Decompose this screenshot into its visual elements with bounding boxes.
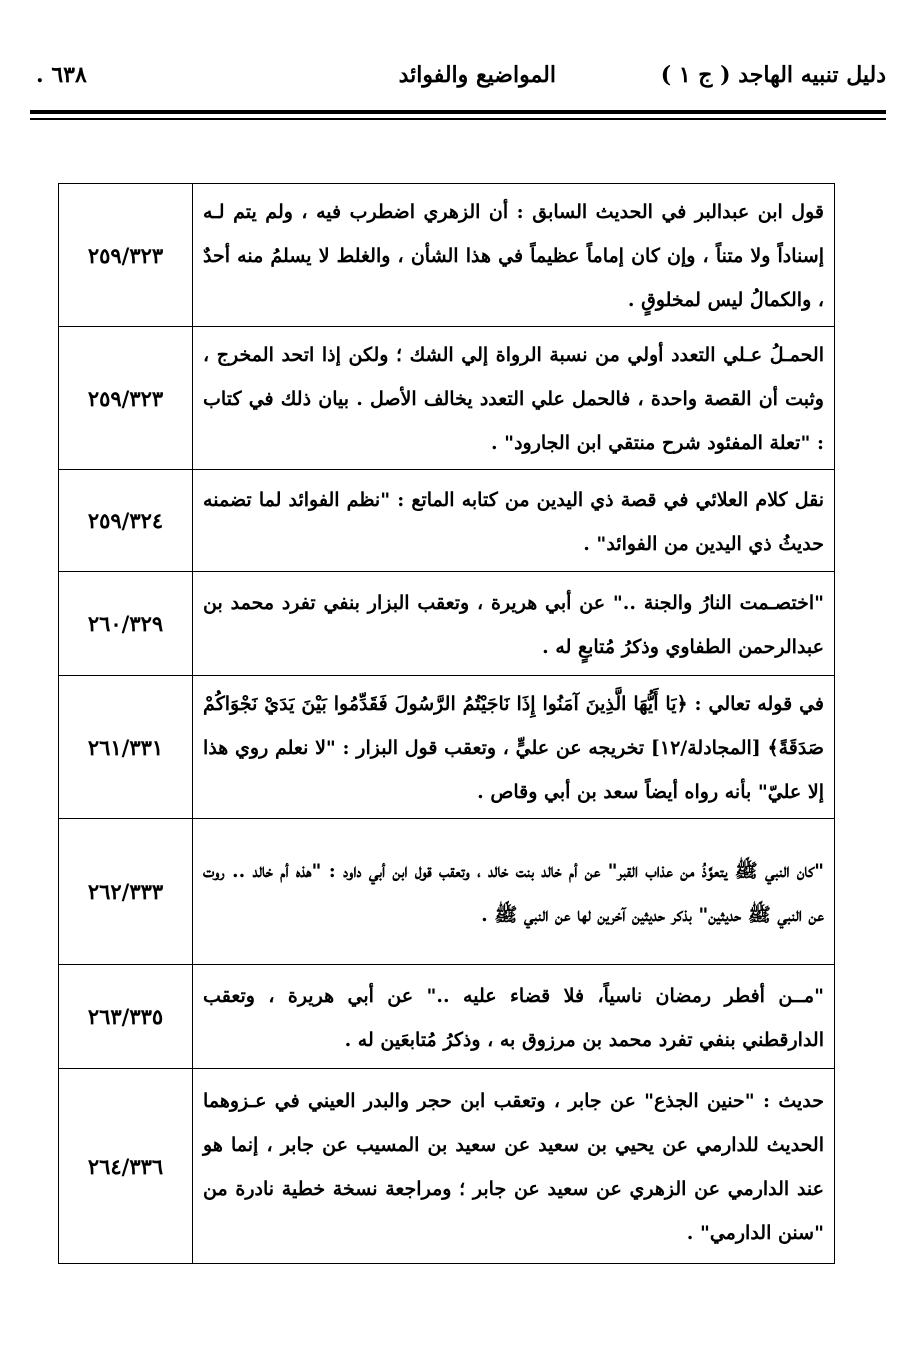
table-row: [59, 470, 835, 572]
table-row: [59, 965, 835, 1069]
table-row: [59, 572, 835, 676]
topic-text: نقل كلام العلائي في قصة ذي اليدين من كتابه الماتع : "نظم الفوائد لما تضمنه حديثُ ذي اليدين من الفوائد" .: [193, 470, 835, 572]
header-rule-thick: [30, 110, 886, 114]
book-title: دليل تنبيه الهاجد ( ج ١ ): [660, 62, 886, 88]
topic-reference: ٢٦١/٣٣١: [59, 676, 193, 819]
topic-text: قول ابن عبدالبر في الحديث السابق : أن الزهري اضطرب فيه ، ولم يتم لـه إسناداً ولا متناً ، وإن كان إماماً عظيماً في هذا الشأن ، والغلط لا يسلمُ منه أحدٌ ، والكمالُ ليس لمخلوقٍ .: [193, 184, 835, 327]
table-row: [59, 184, 835, 327]
table-row: [59, 327, 835, 470]
topics-table: [58, 183, 835, 1264]
table-row: [59, 1069, 835, 1264]
topic-text: "اختصـمت النارُ والجنة .." عن أبي هريرة ، وتعقب البزار بنفي تفرد محمد بن عبدالرحمن الطفاوي وذكرُ مُتابعٍ له .: [193, 572, 835, 676]
topic-text: الحمـلُ عـلي التعدد أولي من نسبة الرواة إلي الشك ؛ ولكن إذا اتحد المخرج ، وثبت أن القصة واحدة ، فالحمل علي التعدد يخالف الأصل . بيان ذلك في كتاب : "تعلة المفئود شرح منتقي ابن الجارود" .: [193, 327, 835, 470]
page-number: ٦٣٨ .: [36, 62, 87, 88]
topic-text: في قوله تعالي : ﴿يَا أَيُّهَا الَّذِينَ آمَنُوا إِذَا نَاجَيْتُمُ الرَّسُولَ فَقَدِّمُوا بَيْنَ يَدَيْ نَجْوَاكُمْ صَدَقَةً﴾ [المجادلة/١٢] تخريجه عن عليٍّ ، وتعقب قول البزار : "لا نعلم روي هذا إلا عليّ" بأنه رواه أيضاً سعد بن أبي وقاص .: [193, 676, 835, 819]
topic-text: حديث : "حنين الجذع" عن جابر ، وتعقب ابن حجر والبدر العيني في عـزوهما الحديث للدارمي عن يحيي بن سعيد عن سعيد بن المسيب عن جابر ، إنما هو عند الدارمي عن الزهري عن سعيد عن جابر ؛ ومراجعة نسخة خطية نادرة من "سنن الدارمي" .: [193, 1069, 835, 1264]
header-rule-thin: [30, 118, 886, 120]
page-header: [30, 58, 886, 98]
topic-reference: ٢٦٢/٣٣٣: [59, 819, 193, 965]
topic-reference: ٢٦٠/٣٢٩: [59, 572, 193, 676]
topic-reference: ٢٦٤/٣٣٦: [59, 1069, 193, 1264]
topic-text: "كان النبي ﷺ يتعوَّذُ من عذاب القبر" عن أم خالد بنت خالد ، وتعقب قول ابن أبي داود : "هذه أم خالد .. روت عن النبي ﷺ حديثين" بذكر حديثين آخرين لها عن النبي ﷺ .: [193, 819, 835, 965]
topic-reference: ٢٥٩/٣٢٣: [59, 184, 193, 327]
table-row: [59, 676, 835, 819]
topic-reference: ٢٥٩/٣٢٣: [59, 327, 193, 470]
table-row: [59, 819, 835, 965]
section-title: المواضيع والفوائد: [398, 62, 556, 88]
topic-text: "مــن أفطر رمضان ناسياً، فلا قضاء عليه .." عن أبي هريرة ، وتعقب الدارقطني بنفي تفرد محمد بن مرزوق به ، وذكرُ مُتابعَين له .: [193, 965, 835, 1069]
topic-reference: ٢٥٩/٣٢٤: [59, 470, 193, 572]
topic-reference: ٢٦٣/٣٣٥: [59, 965, 193, 1069]
